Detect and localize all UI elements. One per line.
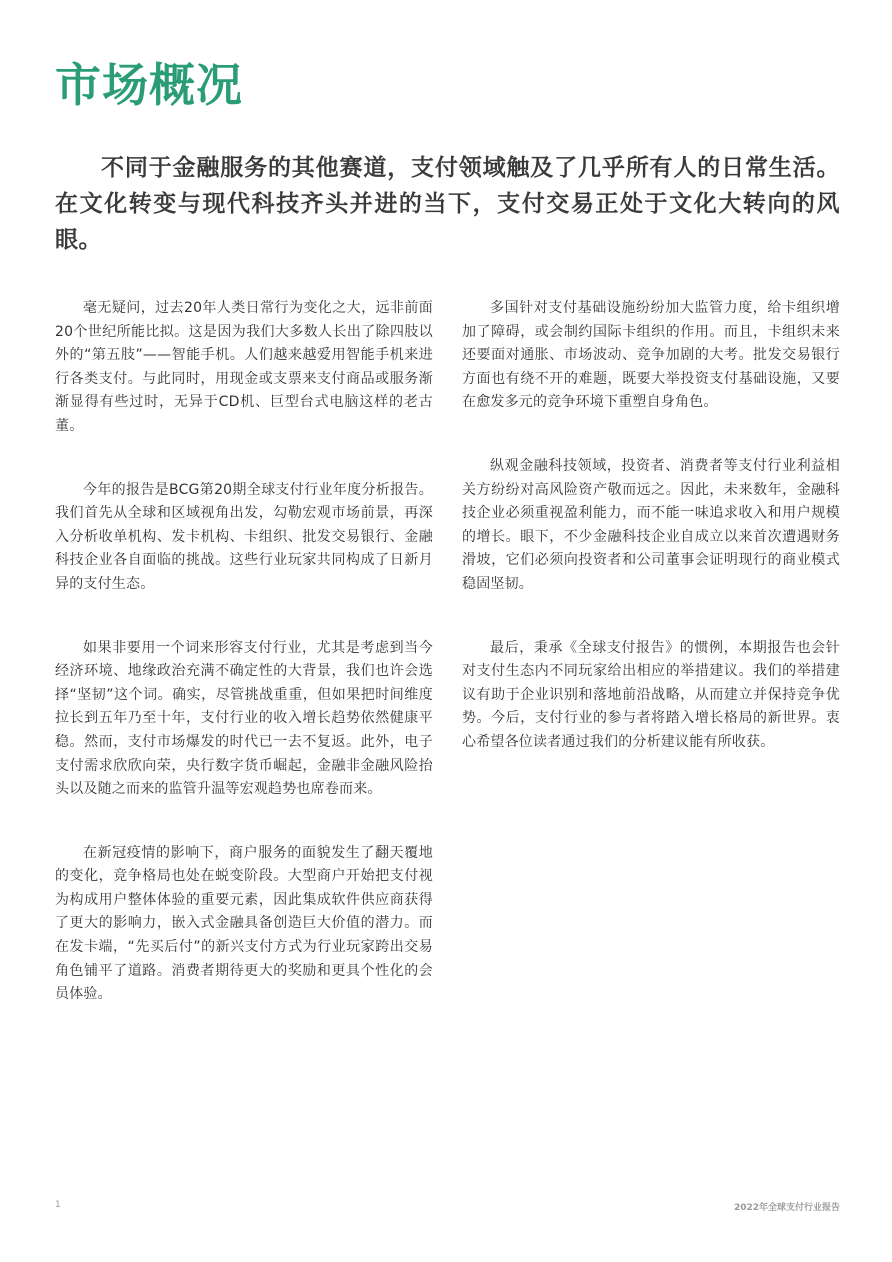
body-paragraph: 最后，秉承《全球支付报告》的惯例，本期报告也会针对支付生态内不同玩家给出相应的举措建议。我们的举措建议有助于企业识别和落地前沿战略，从而建立并保持竞争优势。今后，支付行业的参与者将踏入增长格局的新世界。衷心希望各位读者通过我们的分析建议能有所收获。 — [462, 639, 840, 750]
report-name: 2022年全球支付行业报告 — [733, 1203, 840, 1213]
body-paragraph: 今年的报告是BCG第20期全球支付行业年度分析报告。我们首先从全球和区域视角出发，勾勒宏观市场前景，再深入分析收单机构、发卡机构、卡组织、批发交易银行、金融科技企业各自面临的挑战。这些行业玩家共同构成了日新月异的支付生态。 — [55, 481, 433, 592]
body-paragraph: 在新冠疫情的影响下，商户服务的面貌发生了翻天覆地的变化，竞争格局也处在蜕变阶段。大型商户开始把支付视为构成用户整体体验的重要元素，因此集成软件供应商获得了更大的影响力，嵌入式金融具备创造巨大价值的潜力。而在发卡端，“先买后付”的新兴支付方式为行业玩家跨出交易角色铺平了道路。消费者期待更大的奖励和更具个性化的会员体验。 — [55, 844, 433, 1003]
left-column — [55, 297, 433, 1047]
body-paragraph: 多国针对支付基础设施纷纷加大监管力度，给卡组织增加了障碍，或会制约国际卡组织的作用。而且，卡组织未来还要面对通胀、市场波动、竞争加剧的大考。批发交易银行方面也有绕不开的难题，既要大举投资支付基础设施，又要在愈发多元的竞争环境下重塑自身角色。 — [462, 300, 840, 411]
right-column — [462, 297, 840, 795]
body-paragraph: 纵观金融科技领域，投资者、消费者等支付行业利益相关方纷纷对高风险资产敬而远之。因此，未来数年，金融科技企业必须重视盈利能力，而不能一味追求收入和用户规模的增长。眼下，不少金融科技企业自成立以来首次遭遇财务滑坡，它们必须向投资者和公司董事会证明现行的商业模式稳固坚韧。 — [462, 457, 840, 592]
page-number: 1 — [55, 1200, 61, 1210]
page-title: 市场概况 — [55, 58, 243, 112]
body-paragraph: 如果非要用一个词来形容支付行业，尤其是考虑到当今经济环境、地缘政治充满不确定性的大背景，我们也许会选择“坚韧”这个词。确实，尽管挑战重重，但如果把时间维度拉长到五年乃至十年，支付行业的收入增长趋势依然健康平稳。然而，支付市场爆发的时代已一去不复返。此外，电子支付需求欣欣向荣，央行数字货币崛起，金融非金融风险抬头以及随之而来的监管升温等宏观趋势也席卷而来。 — [55, 639, 433, 798]
lead-paragraph: 不同于金融服务的其他赛道，支付领域触及了几乎所有人的日常生活。在文化转变与现代科技齐头并进的当下，支付交易正处于文化大转向的风眼。 — [55, 155, 840, 253]
body-paragraph: 毫无疑问，过去20年人类日常行为变化之大，远非前面20个世纪所能比拟。这是因为我们大多数人长出了除四肢以外的“第五肢”——智能手机。人们越来越爱用智能手机来进行各类支付。与此同时，用现金或支票来支付商品或服务渐渐显得有些过时，无异于CD机、巨型台式电脑这样的老古董。 — [55, 300, 433, 434]
